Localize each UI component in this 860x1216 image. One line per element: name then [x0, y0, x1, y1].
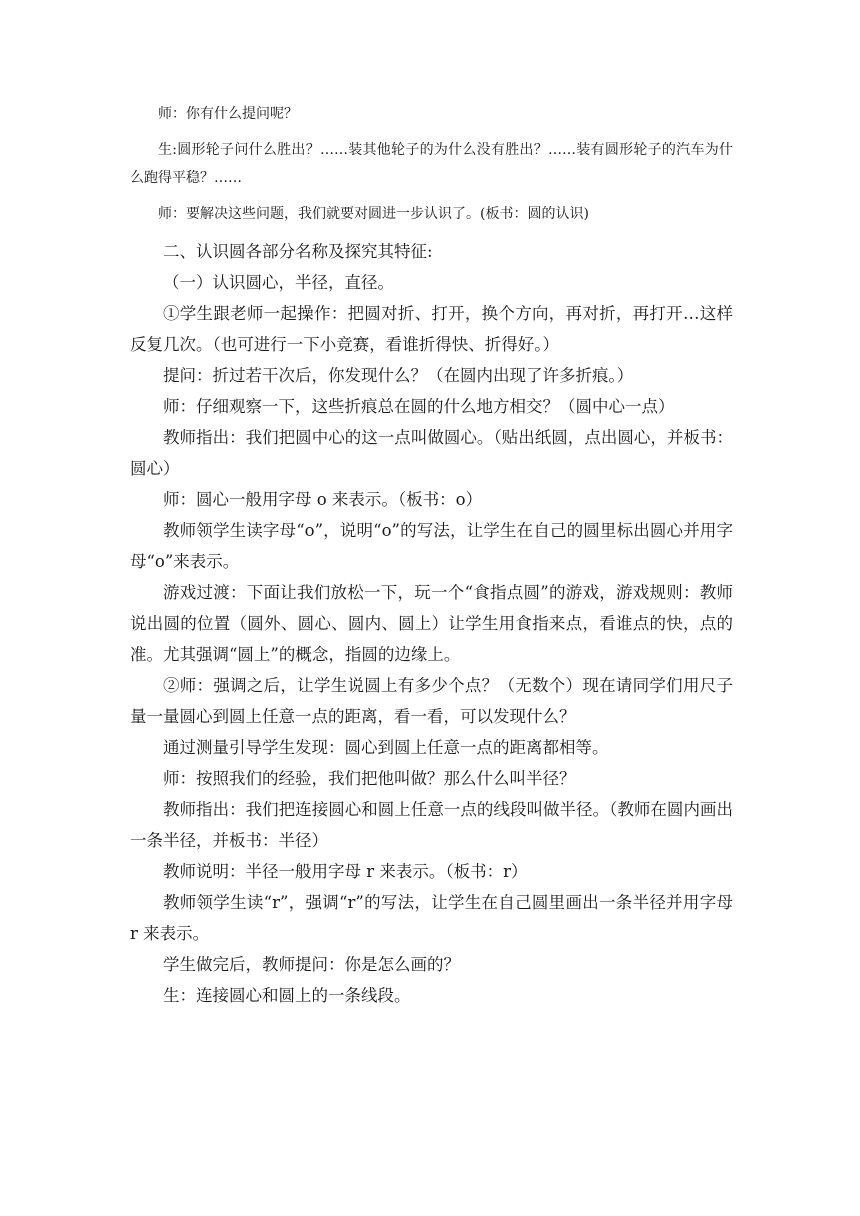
section-heading: 二、认识圆各部分名称及探究其特征:: [163, 242, 433, 261]
subsection-heading: （一）认识圆心，半径，直径。: [163, 273, 394, 292]
paragraph: 师：你有什么提问呢？: [158, 106, 298, 122]
paragraph: 师：按照我们的经验，我们把他叫做？那么什么叫半径？: [163, 769, 576, 788]
paragraph: ①学生跟老师一起操作：把圆对折、打开，换个方向，再对折，再打开…这样反复几次。（也可进行一下小竞赛，看谁折得快、折得好。）: [130, 304, 733, 354]
paragraph: 师：要解决这些问题，我们就要对圆进一步认识了。(板书：圆的认识): [158, 206, 589, 222]
paragraph: ②师：强调之后，让学生说圆上有多少个点？（无数个）现在请同学们用尺子量一量圆心到圆上任意一点的距离，看一看，可以发现什么？: [130, 676, 733, 726]
paragraph: 教师说明：半径一般用字母 r 来表示。（板书：r）: [163, 862, 528, 881]
paragraph: 教师领学生读“r”，强调“r”的写法，让学生在自己圆里画出一条半径并用字母 r 来表示。: [130, 893, 733, 943]
document-body: [130, 100, 733, 1011]
paragraph: 教师指出：我们把圆中心的这一点叫做圆心。（贴出纸圆，点出圆心，并板书：圆心）: [130, 428, 733, 478]
paragraph: 师：仔细观察一下，这些折痕总在圆的什么地方相交？（圆中心一点）: [163, 397, 675, 416]
paragraph: 生:圆形轮子问什么胜出？……装其他轮子的为什么没有胜出？……装有圆形轮子的汽车为什么跑得平稳？……: [130, 142, 733, 186]
paragraph: 通过测量引导学生发现：圆心到圆上任意一点的距离都相等。: [163, 738, 609, 757]
paragraph: 提问：折过若干次后，你发现什么？（在圆内出现了许多折痕。）: [163, 366, 634, 385]
paragraph: 教师指出：我们把连接圆心和圆上任意一点的线段叫做半径。（教师在圆内画出一条半径，并板书：半径）: [130, 800, 733, 850]
paragraph: 游戏过渡：下面让我们放松一下，玩一个“食指点圆”的游戏，游戏规则：教师说出圆的位置（圆外、圆心、圆内、圆上）让学生用食指来点，看谁点的快，点的准。尤其强调“圆上”的概念，指圆的边缘上。: [130, 583, 733, 664]
paragraph: 教师领学生读字母“o”，说明“o”的写法，让学生在自己的圆里标出圆心并用字母“o”来表示。: [130, 521, 733, 571]
paragraph: 学生做完后，教师提问：你是怎么画的？: [163, 955, 460, 974]
paragraph: 师：圆心一般用字母 o 来表示。（板书：o）: [163, 490, 483, 509]
paragraph: 生：连接圆心和圆上的一条线段。: [163, 986, 411, 1005]
